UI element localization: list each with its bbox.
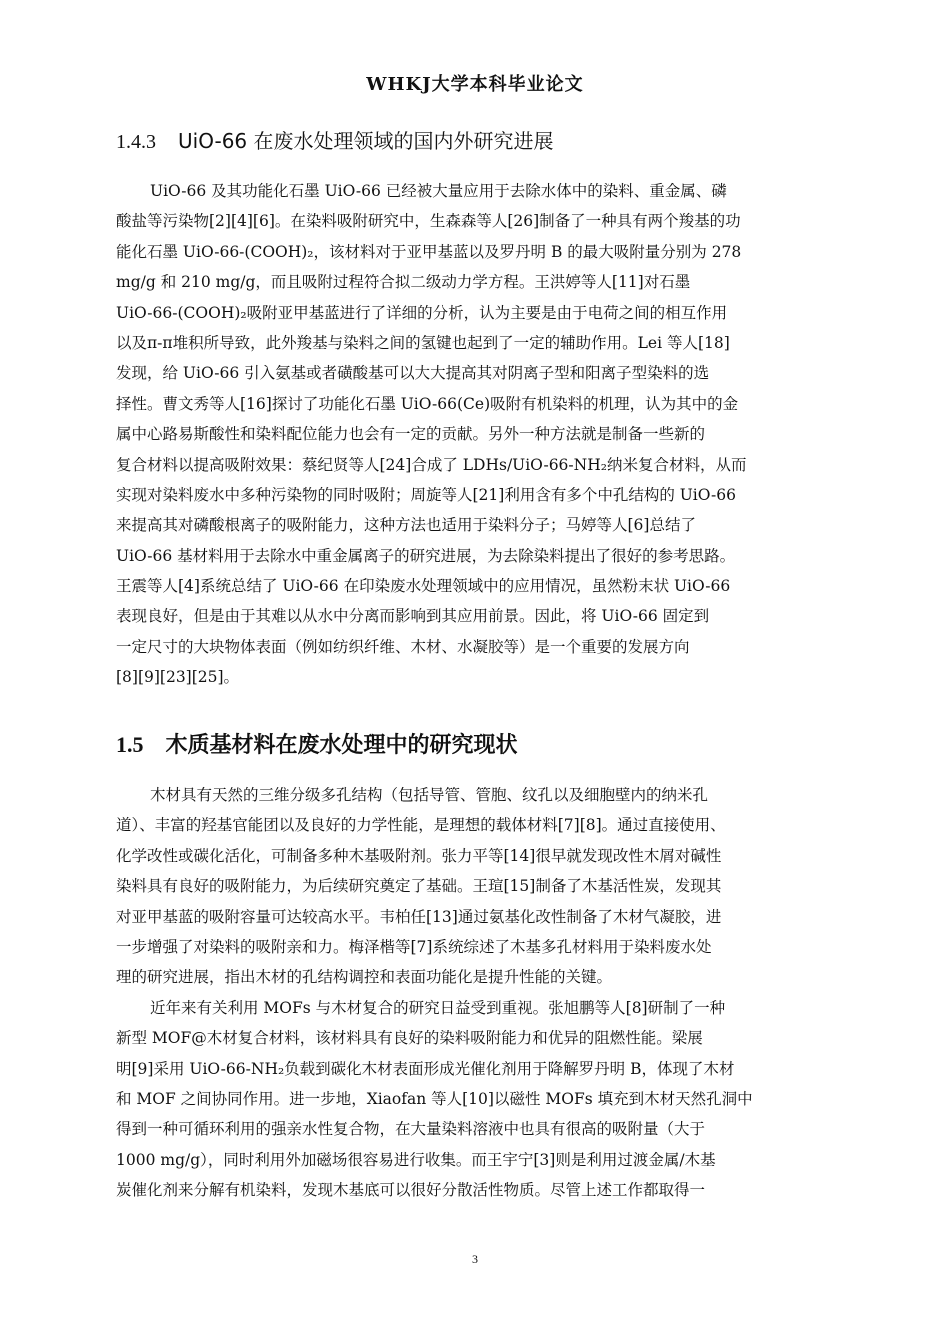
text-line: 择性。曹文秀等人[16]探讨了功能化石墨 UiO-66(Ce)吸附有机染料的机理，认为其中的金	[116, 394, 739, 413]
text-line: 一步增强了对染料的吸附亲和力。梅泽楷等[7]系统综述了木基多孔材料用于染料废水处	[116, 937, 712, 956]
text-line: [8][9][23][25]。	[116, 668, 240, 687]
section-title: 木质基材料在废水处理中的研究现状	[165, 733, 518, 758]
section-title: UiO-66 在废水处理领域的国内外研究进展	[178, 129, 554, 153]
text-line: 发现，给 UiO-66 引入氨基或者磺酸基可以大大提高其对阴离子型和阳离子型染料的选	[116, 364, 710, 383]
text-line: 实现对染料废水中多种污染物的同时吸附；周旋等人[21]利用含有多个中孔结构的 UiO-66	[116, 485, 737, 504]
text-line: 和 MOF 之间协同作用。进一步地，Xiaofan 等人[10]以磁性 MOFs 填充到木材天然孔洞中	[116, 1089, 753, 1108]
text-line: 酸盐等污染物[2][4][6]。在染料吸附研究中，生森森等人[26]制备了一种具有两个羧基的功	[116, 212, 741, 231]
text-line: 炭催化剂来分解有机染料，发现木基底可以很好分散活性物质。尽管上述工作都取得一	[116, 1181, 706, 1200]
text-line: 理的研究进展，指出木材的孔结构调控和表面功能化是提升性能的关键。	[116, 968, 613, 987]
running-header: WHKJ大学本科毕业论文	[366, 74, 584, 95]
text-line: 以及π-π堆积所导致，此外羧基与染料之间的氢键也起到了一定的辅助作用。Lei 等人[18]	[116, 333, 730, 352]
text-line: 能化石墨 UiO-66-(COOH)₂，该材料对于亚甲基蓝以及罗丹明 B 的最大吸附量分别为 278	[116, 242, 742, 261]
text-line: 属中心路易斯酸性和染料配位能力也会有一定的贡献。另外一种方法就是制备一些新的	[116, 425, 706, 444]
text-line: 一定尺寸的大块物体表面（例如纺织纤维、木材、水凝胶等）是一个重要的发展方向	[116, 637, 690, 656]
text-line: 染料具有良好的吸附能力，为后续研究奠定了基础。王瑄[15]制备了木基活性炭，发现其	[116, 877, 722, 896]
text-line: 来提高其对磷酸根离子的吸附能力，这种方法也适用于染料分子；马婷等人[6]总结了	[116, 516, 696, 535]
text-line: 木材具有天然的三维分级多孔结构（包括导管、管胞、纹孔以及细胞壁内的纳米孔	[150, 786, 709, 804]
text-line: 表现良好，但是由于其难以从水中分离而影响到其应用前景。因此，将 UiO-66 固定到	[116, 607, 710, 626]
page-number: 3	[472, 1252, 478, 1266]
text-line: 道）、丰富的羟基官能团以及良好的力学性能，是理想的载体材料[7][8]。通过直接使用、	[116, 816, 726, 835]
text-line: 化学改性或碳化活化，可制备多种木基吸附剂。张力平等[14]很早就发现改性木屑对碱性	[116, 846, 722, 865]
text-line: mg/g 和 210 mg/g，而且吸附过程符合拟二级动力学方程。王洪婷等人[11]对石墨	[116, 273, 691, 292]
text-line: 王震等人[4]系统总结了 UiO-66 在印染废水处理领域中的应用情况，虽然粉末状 UiO-66	[116, 577, 731, 596]
section-1-5-body	[116, 780, 836, 1205]
section-1-4-3-body	[116, 176, 836, 693]
text-line: 新型 MOF@木材复合材料，该材料具有良好的染料吸附能力和优异的阻燃性能。梁展	[116, 1029, 703, 1048]
section-heading-1-4-3	[116, 125, 554, 154]
text-line: UiO-66-(COOH)₂吸附亚甲基蓝进行了详细的分析，认为主要是由于电荷之间的相互作用	[116, 303, 728, 322]
text-line: 复合材料以提高吸附效果：蔡纪贤等人[24]合成了 LDHs/UiO-66-NH₂纳米复合材料，从而	[116, 455, 747, 474]
section-number: 1.5	[116, 732, 144, 757]
section-number: 1.4.3	[116, 131, 156, 153]
text-line: UiO-66 基材料用于去除水中重金属离子的研究进展，为去除染料提出了很好的参考思路。	[116, 546, 736, 565]
text-line: 明[9]采用 UiO-66-NH₂负载到碳化木材表面形成光催化剂用于降解罗丹明 B，体现了木材	[116, 1059, 735, 1078]
text-line: 对亚甲基蓝的吸附容量可达较高水平。韦柏任[13]通过氨基化改性制备了木材气凝胶，进	[116, 907, 722, 926]
section-heading-1-5	[116, 728, 518, 759]
text-line: UiO-66 及其功能化石墨 UiO-66 已经被大量应用于去除水体中的染料、重金属、磷	[150, 182, 727, 200]
text-line: 近年来有关利用 MOFs 与木材复合的研究日益受到重视。张旭鹏等人[8]研制了一种	[150, 998, 726, 1017]
text-line: 1000 mg/g），同时利用外加磁场很容易进行收集。而王宇宁[3]则是利用过渡金属/木基	[116, 1150, 716, 1169]
text-line: 得到一种可循环利用的强亲水性复合物，在大量染料溶液中也具有很高的吸附量（大于	[116, 1120, 706, 1139]
